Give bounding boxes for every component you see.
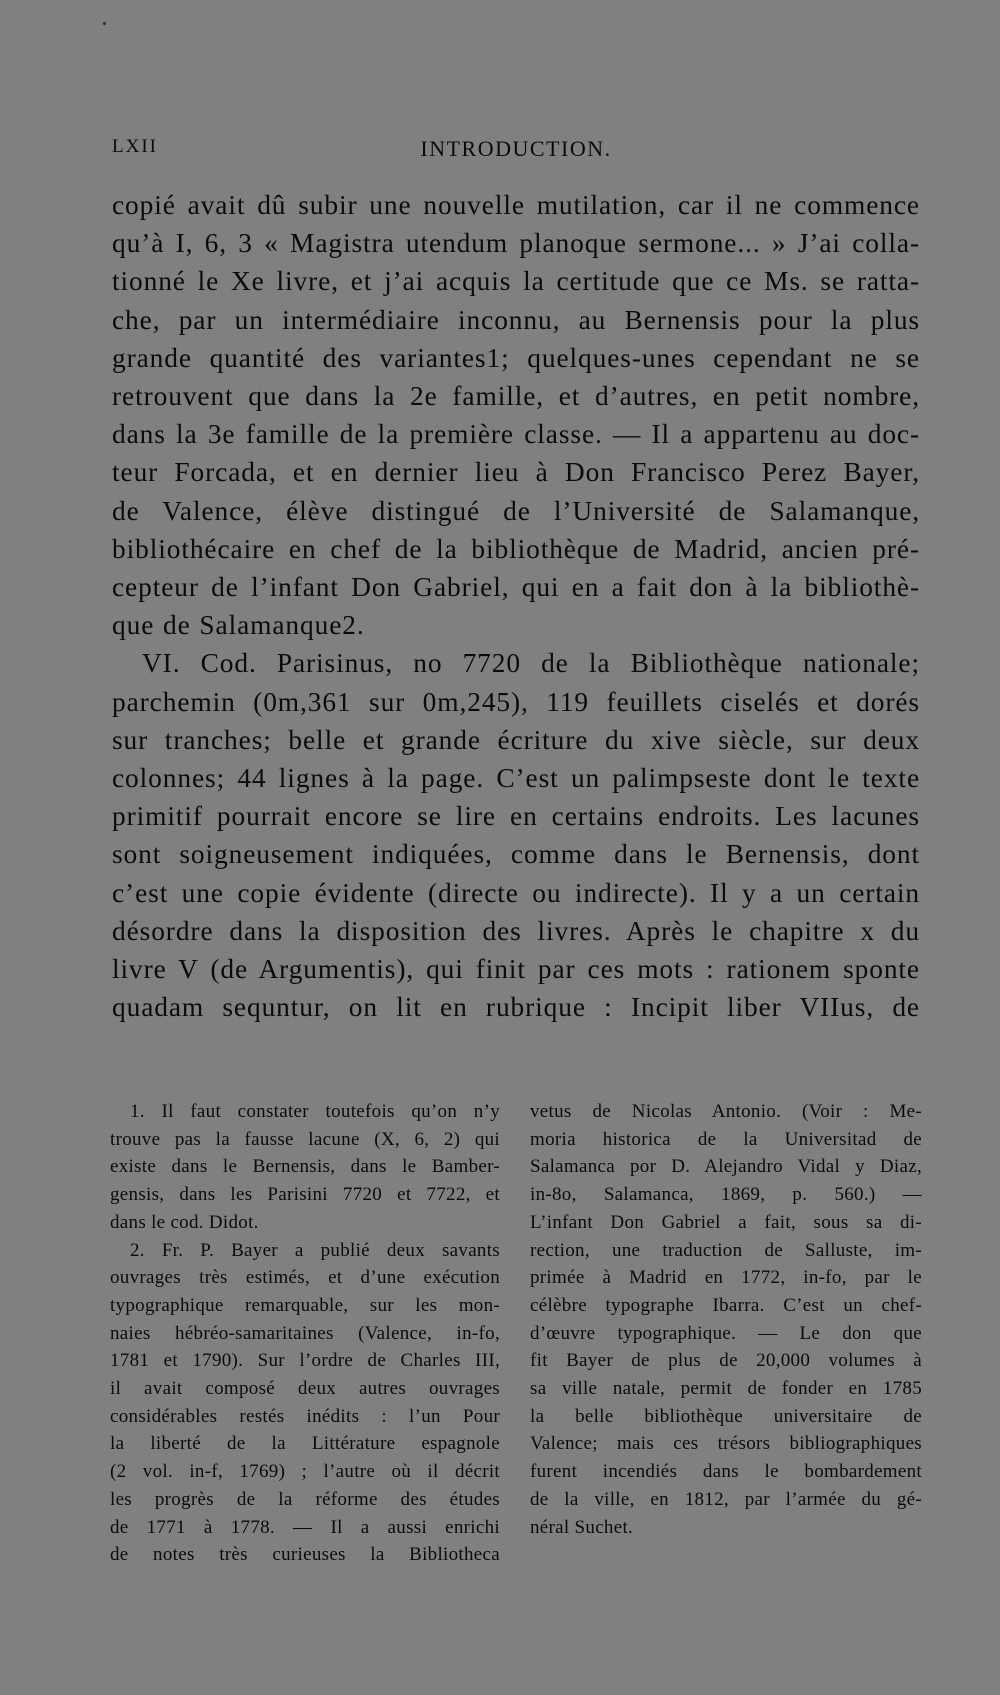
body-line: copié avait dû subir une nouvelle mutilation, car il ne commence	[112, 190, 920, 220]
footnote-line: considérables restés inédits : l’un Pour	[110, 1405, 500, 1427]
footnote-line: furent incendiés dans le bombardement	[530, 1461, 922, 1483]
body-line: dans la 3e famille de la première classe. — Il a appartenu au doc-	[112, 419, 920, 450]
body-line: sur tranches; belle et grande écriture du xive siècle, sur deux	[112, 724, 920, 755]
running-title: INTRODUCTION.	[420, 136, 612, 161]
footnote-line: sa ville natale, permit de fonder en 1785	[530, 1378, 922, 1400]
body-line: désordre dans la disposition des livres. Après le chapitre x du	[112, 915, 920, 946]
body-line: che, par un intermédiaire inconnu, au Bernensis pour la plus	[112, 304, 920, 335]
body-line: livre V (de Argumentis), qui finit par ces mots : rationem sponte	[112, 954, 920, 985]
footnote-line: 1. Il faut constater toutefois qu’on n’y	[130, 1101, 500, 1122]
body-line: VI. Cod. Parisinus, no 7720 de la Bibliothèque nationale;	[142, 648, 920, 679]
body-line: parchemin (0m,361 sur 0m,245), 119 feuillets ciselés et dorés	[112, 686, 920, 717]
footnote-line: L’infant Don Gabriel a fait, sous sa di-	[530, 1211, 922, 1233]
footnote-line: 2. Fr. P. Bayer a publié deux savants	[130, 1239, 500, 1261]
footnote-line: existe dans le Bernensis, dans le Bamber-	[110, 1156, 500, 1178]
body-line: bibliothécaire en chef de la bibliothèque de Madrid, ancien pré-	[112, 533, 920, 564]
footnote-line: ouvrages très estimés, et d’une exécution	[110, 1267, 500, 1289]
footnote-line: de notes très curieuses la Bibliotheca	[110, 1544, 500, 1566]
footnote-line: primée à Madrid en 1772, in-fo, par le	[530, 1267, 922, 1289]
body-line: c’est une copie évidente (directe ou indirecte). Il y a un certain	[112, 877, 920, 908]
footnote-line: rection, une traduction de Salluste, im-	[530, 1239, 922, 1261]
footnote-line: naies hébréo-samaritaines (Valence, in-fo,	[110, 1322, 500, 1344]
footnote-line: (2 vol. in-f, 1769) ; l’autre où il décrit	[110, 1461, 500, 1483]
footnote-line: moria historica de la Universitad de	[530, 1128, 922, 1150]
body-line: primitif pourrait encore se lire en certains endroits. Les lacunes	[112, 801, 920, 832]
footnote-line: d’œuvre typographique. — Le don que	[530, 1322, 922, 1344]
page-number: LXII	[112, 136, 158, 157]
footnote-line: gensis, dans les Parisini 7720 et 7722, et	[110, 1184, 500, 1206]
footnote-line: dans le cod. Didot.	[110, 1211, 259, 1233]
footnote-line: vetus de Nicolas Antonio. (Voir : Me-	[530, 1101, 922, 1122]
footnote-line: trouve pas la fausse lacune (X, 6, 2) qui	[110, 1128, 500, 1150]
footnote-line: Salamanca por D. Alejandro Vidal y Diaz,	[530, 1156, 922, 1178]
footnotes-left-column	[110, 1098, 500, 1569]
body-line: retrouvent que dans la 2e famille, et d’autres, en petit nombre,	[112, 381, 920, 412]
body-line: qu’à I, 6, 3 « Magistra utendum planoque sermone... » J’ai colla-	[112, 228, 920, 259]
body-line: tionné le Xe livre, et j’ai acquis la certitude que ce Ms. se ratta-	[112, 266, 920, 297]
footnote-line: fit Bayer de plus de 20,000 volumes à	[530, 1350, 922, 1372]
body-line: teur Forcada, et en dernier lieu à Don Francisco Perez Bayer,	[112, 457, 920, 488]
footnote-line: Valence; mais ces trésors bibliographiques	[530, 1433, 922, 1455]
footnote-line: les progrès de la réforme des études	[110, 1488, 500, 1510]
main-text	[112, 186, 920, 1026]
body-line: colonnes; 44 lignes à la page. C’est un palimpseste dont le texte	[112, 763, 920, 794]
footnote-line: de 1771 à 1778. — Il a aussi enrichi	[110, 1516, 500, 1538]
footnote-line: néral Suchet.	[530, 1516, 634, 1538]
body-line: sont soigneusement indiquées, comme dans le Bernensis, dont	[112, 839, 920, 870]
footnote-line: in-8o, Salamanca, 1869, p. 560.) —	[530, 1184, 922, 1206]
body-line: cepteur de l’infant Don Gabriel, qui en a fait don à la bibliothè-	[112, 572, 920, 603]
body-line: de Valence, élève distingué de l’Université de Salamanque,	[112, 495, 920, 526]
body-line: quadam sequntur, on lit en rubrique : Incipit liber VIIus, de	[112, 992, 920, 1023]
footnote-line: la belle bibliothèque universitaire de	[530, 1405, 922, 1427]
footnote-line: 1781 et 1790). Sur l’ordre de Charles III,	[110, 1350, 500, 1372]
running-head	[112, 136, 920, 166]
footnote-line: la liberté de la Littérature espagnole	[110, 1433, 500, 1455]
footnote-line: il avait composé deux autres ouvrages	[110, 1378, 500, 1400]
footnote-line: de la ville, en 1812, par l’armée du gé-	[530, 1488, 922, 1510]
speck-mark	[103, 22, 106, 25]
footnote-line: typographique remarquable, sur les mon-	[110, 1294, 500, 1316]
body-line: que de Salamanque2.	[112, 610, 365, 641]
footnotes-right-column	[530, 1098, 922, 1541]
footnote-line: célèbre typographe Ibarra. C’est un chef-	[530, 1294, 922, 1316]
body-line: grande quantité des variantes1; quelques-unes cependant ne se	[112, 342, 920, 373]
